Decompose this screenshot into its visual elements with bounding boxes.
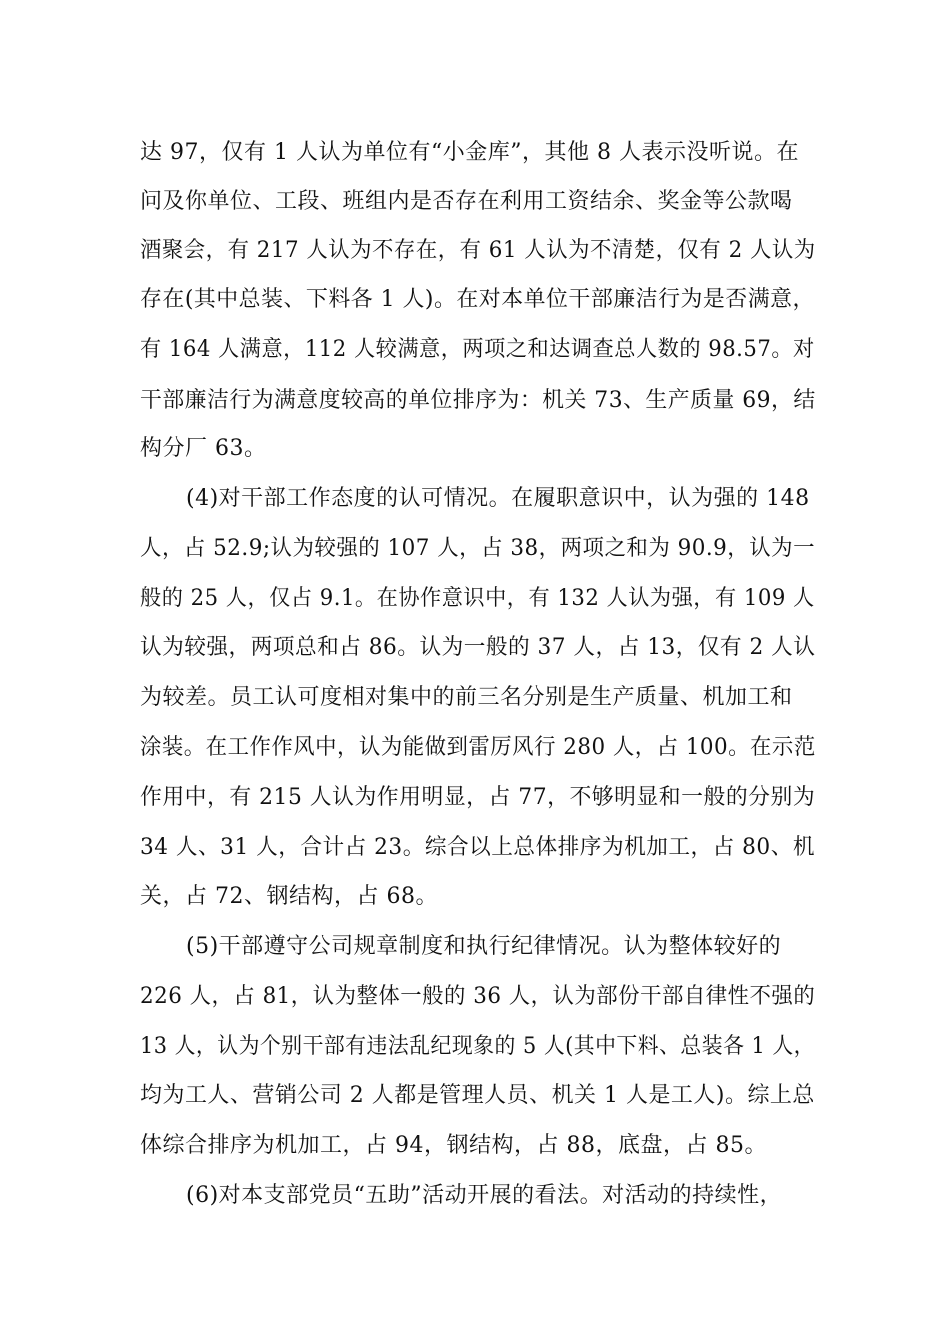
text-line: 34 人、31 人，合计占 23。综合以上总体排序为机加工，占 80、机	[140, 835, 815, 860]
text-line: 认为较强，两项总和占 86。认为一般的 37 人，占 13，仅有 2 人认	[140, 635, 816, 660]
text-line: 有 164 人满意，112 人较满意，两项之和达调查总人数的 98.57。对	[140, 337, 815, 362]
text-line: 涂装。在工作作风中，认为能做到雷厉风行 280 人，占 100。在示范	[140, 735, 816, 760]
text-line: 人，占 52.9;认为较强的 107 人，占 38，两项之和为 90.9，认为一	[140, 536, 816, 561]
text-line: 为较差。员工认可度相对集中的前三名分别是生产质量、机加工和	[140, 685, 793, 710]
text-line: (5)干部遵守公司规章制度和执行纪律情况。认为整体较好的	[186, 934, 782, 959]
text-line: 酒聚会，有 217 人认为不存在，有 61 人认为不清楚，仅有 2 人认为	[140, 238, 816, 263]
text-line: 存在(其中总装、下料各 1 人)。在对本单位干部廉洁行为是否满意，	[140, 287, 815, 312]
text-line: 构分厂 63。	[140, 436, 267, 461]
text-line: 226 人，占 81，认为整体一般的 36 人，认为部份干部自律性不强的	[140, 984, 816, 1009]
text-line: 作用中，有 215 人认为作用明显，占 77，不够明显和一般的分别为	[140, 785, 816, 810]
text-line: 关，占 72、钢结构，占 68。	[140, 884, 438, 909]
text-line: 体综合排序为机加工，占 94，钢结构，占 88，底盘，占 85。	[140, 1133, 767, 1158]
text-line: 干部廉洁行为满意度较高的单位排序为：机关 73、生产质量 69，结	[140, 388, 816, 413]
text-line: (6)对本支部党员“五助”活动开展的看法。对活动的持续性，	[186, 1183, 783, 1208]
text-line: 问及你单位、工段、班组内是否存在利用工资结余、奖金等公款喝	[140, 189, 793, 214]
text-line: 均为工人、营销公司 2 人都是管理人员、机关 1 人是工人)。综上总	[140, 1083, 815, 1108]
text-line: (4)对干部工作态度的认可情况。在履职意识中，认为强的 148	[186, 486, 810, 511]
text-line: 达 97，仅有 1 人认为单位有“小金库”，其他 8 人表示没听说。在	[140, 140, 799, 165]
text-line: 般的 25 人，仅占 9.1。在协作意识中，有 132 人认为强，有 109 人	[140, 586, 815, 611]
text-line: 13 人，认为个别干部有违法乱纪现象的 5 人(其中下料、总装各 1 人，	[140, 1034, 816, 1059]
